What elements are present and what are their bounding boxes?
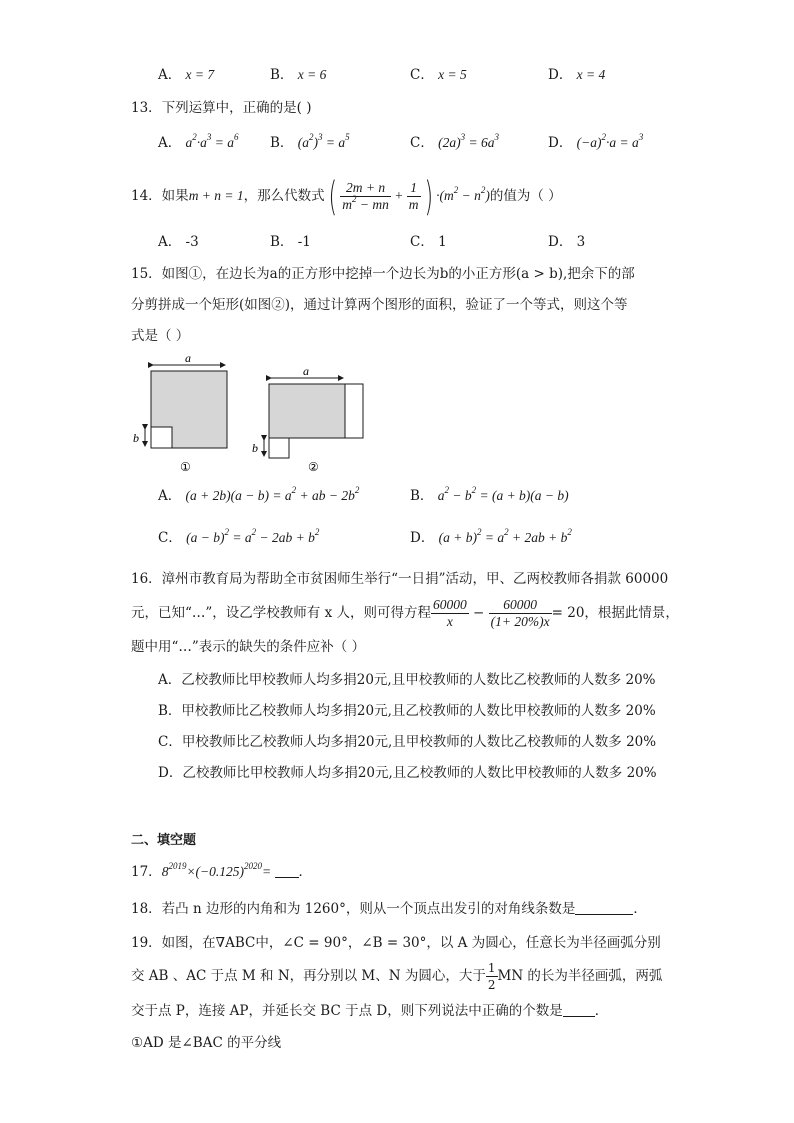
q13-stem: 13．下列运算中，正确的是( ) <box>131 100 312 116</box>
q16-fraction-2: $\frac{60000}{(1+ 20\%)x}$ <box>490 597 550 629</box>
q19-line2: 交 AB 、AC 于点 M 和 N，再分别以 M、N 为圆心，大于 $\frac{1}{2}$ MN 的长为半径画弧，两弧 <box>131 961 663 992</box>
q13-option-c: C． $(2a)^3 = 6a^3$ <box>410 132 500 151</box>
q16-line2: 元，已知“…”，设乙学校教师有 x 人，则可得方程 $\frac{60000}{x}$ − $\frac{60000}{(1+ 20\%)x}$ = 20，根据此情景， <box>131 597 679 629</box>
q14-stem: 14．如果m + n = 1，那么代数式( $\frac{2m + n}{m^2 - mn}$ + $\frac{1}{m}$ ) $\cdot(m^2 - n^2)$的值为（ ） <box>131 173 562 220</box>
q15-option-a: A． $(a + 2b)(a - b) = a^2$ + ab − $2b^2$ <box>158 485 360 504</box>
q15-option-d: D． $(a + b)^2 = a^2 + 2ab + b^2$ <box>410 527 572 546</box>
q16-fraction-1: $\frac{60000}{x}$ <box>433 597 467 629</box>
q12-option-d: D． x = 4 <box>548 67 606 83</box>
figure-2-label-b: b <box>252 441 258 455</box>
q19-line3: 交于点 P，连接 AP，并延长交 BC 于点 D，则下列说法中正确的个数是 ． <box>131 1003 609 1019</box>
q14-option-b: B． -1 <box>270 234 311 250</box>
q12-option-b: B． x = 6 <box>270 67 327 83</box>
q13-option-d: D． $(-a)^2\cdot a = a^3$ <box>548 132 644 151</box>
q15-option-b: B． $a^2 - b^2 = (a + b)(a - b)$ <box>410 485 569 504</box>
q13-option-b: B． $(a^2)^3 = a^5$ <box>270 132 350 151</box>
q14-option-a: A． -3 <box>158 234 199 250</box>
figure-2-caption: ② <box>308 460 319 474</box>
q19-answer-blank[interactable] <box>563 1016 595 1017</box>
q13-option-a: A． $a^2\cdot a^3 = a^6$ <box>158 132 239 151</box>
q14-option-c: C． 1 <box>410 234 447 250</box>
figure-1-label-b: b <box>133 431 139 445</box>
q14-option-d: D． 3 <box>548 234 586 250</box>
q15-line3: 式是（ ） <box>131 328 190 344</box>
q15-figures <box>125 352 385 477</box>
q15-option-c: C． $(a - b)^2 = a^2 - 2ab + b^2$ <box>158 527 320 546</box>
q15-line2: 分剪拼成一个矩形(如图②)，通过计算两个图形的面积，验证了一个等式，则这个等 <box>131 297 628 313</box>
q19-item-1: ①AD 是∠BAC 的平分线 <box>131 1035 282 1051</box>
q18: 18．若凸 n 边形的内角和为 1260°，则从一个顶点出发引的对角线条数是 ． <box>131 901 647 917</box>
q12-option-c: C． x = 5 <box>410 67 467 83</box>
q19-line1: 19．如图，在∇ABC中，∠C = 90°，∠B = 30°，以 A 为圆心，任意长为半径画弧分别 <box>131 935 661 951</box>
figure-1-square <box>151 371 227 448</box>
q16-option-a: A．乙校教师比甲校教师人均多捐20元,且甲校教师的人数比乙校教师的人数多 20% <box>158 672 656 688</box>
figure-2-label-a: a <box>303 364 309 378</box>
q17-answer-blank[interactable] <box>275 877 299 878</box>
section-2-heading: 二、填空题 <box>131 832 197 847</box>
q16-line3: 题中用“…”表示的缺失的条件应补（ ） <box>131 639 366 655</box>
q17: 17．$8^{2019}\times(-0.125)^{2020}=$ ． <box>131 861 313 880</box>
q18-answer-blank[interactable] <box>575 914 633 915</box>
q16-option-b: B．甲校教师比乙校教师人均多捐20元,且乙校教师的人数比甲校教师的人数多 20% <box>158 703 656 719</box>
figure-1-label-a: a <box>185 352 191 365</box>
q16-option-d: D．乙校教师比甲校教师人均多捐20元,且乙校教师的人数比甲校教师的人数多 20% <box>158 765 657 781</box>
q12-option-a: A． x = 7 <box>158 67 215 83</box>
q16-line1: 16．漳州市教育局为帮助全市贫困师生举行“一日捐”活动，甲、乙两校教师各捐款 60000 <box>131 571 669 587</box>
figure-2-rectangle <box>269 384 363 458</box>
figure-1-caption: ① <box>180 460 191 474</box>
q16-option-c: C．甲校教师比乙校教师人均多捐20元,且甲校教师的人数比乙校教师的人数多 20% <box>158 734 657 750</box>
q15-line1: 15．如图①，在边长为a的正方形中挖掉一个边长为b的小正方形(a > b),把余下的部 <box>131 266 635 282</box>
